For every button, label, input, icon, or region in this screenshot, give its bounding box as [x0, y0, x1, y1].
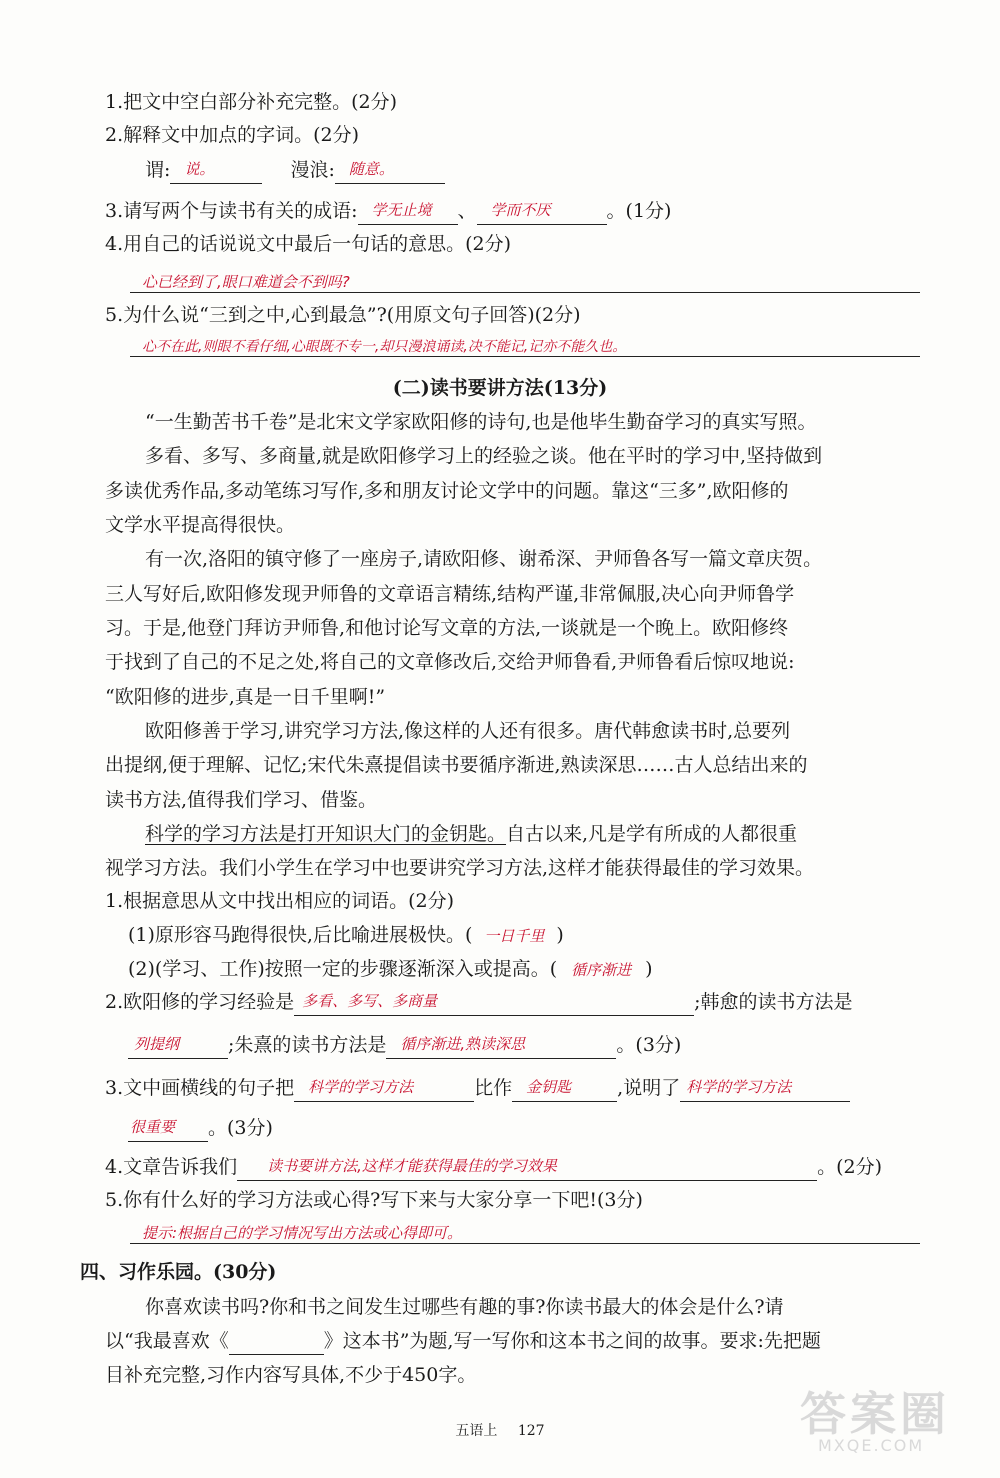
q2-answer-wei: 说。 [184, 160, 215, 178]
s2-p4-line-1: 欧阳修善于学习,讲究学习方法,像这样的人还有很多。唐代韩愈读书时,总要列 [145, 720, 791, 742]
s2-q4-answer: 读书要讲方法,这样才能获得最佳的学习效果 [267, 1157, 557, 1175]
q3-separator: 、 [457, 200, 477, 222]
s2-question-4 [105, 1153, 882, 1181]
q2-label-manlang: 漫浪: [290, 159, 335, 181]
s2-question-5-answer-line [130, 1215, 920, 1244]
s2-p5-line-2: 视学习方法。我们小学生在学习中也要讲究学习方法,这样才能获得最佳的学习效果。 [105, 857, 815, 879]
q1-2-answer: 循序渐进 [571, 961, 632, 979]
s4-title-blank [229, 1332, 324, 1355]
q2-label-wei: 谓: [145, 159, 171, 181]
s4-line-2 [105, 1327, 920, 1355]
s2-p5-line-1 [145, 820, 797, 848]
s2-question-3-line-1 [105, 1074, 920, 1102]
q5-answer: 心不在此,则眼不看仔细,心眼既不专一,却只漫浪诵读,决不能记,记亦不能久也。 [142, 339, 627, 355]
s1-question-4-answer-line [130, 262, 920, 293]
s2-q3-prompt: 3.文中画横线的句子把 [105, 1077, 295, 1099]
s4-line2-suffix: 》这本书”为题,写一写你和这本书之间的故事。要求:先把题 [323, 1330, 821, 1352]
footer-grade: 五语上 [455, 1423, 498, 1439]
s2-question-3-line-2 [128, 1114, 273, 1142]
q4-answer: 心已经到了,眼口难道会不到吗? [142, 273, 350, 291]
s2-q3-blank-1 [294, 1077, 474, 1102]
watermark-logo [790, 1378, 960, 1468]
s2-q2-mid: ;韩愈的读书方法是 [694, 991, 853, 1013]
s2-q2-blank-1 [294, 991, 694, 1016]
s2-q3-mid: 比作 [474, 1077, 513, 1099]
s2-p4-line-2: 出提纲,便于理解、记忆;宋代朱熹提倡读书要循序渐进,熟读深思……古人总结出来的 [105, 754, 808, 776]
q1-2-close: ) [645, 958, 653, 980]
s2-p3-line-4: 于找到了自己的不足之处,将自己的文章修改后,交给尹师鲁看,尹师鲁看后惊叹地说: [105, 651, 795, 673]
q3-prompt: 3.请写两个与读书有关的成语: [105, 200, 358, 222]
s2-q2-answer-3: 循序渐进,熟读深思 [400, 1035, 526, 1053]
s4-line-3: 目补充完整,习作内容写具体,不少于450字。 [105, 1364, 477, 1386]
s2-p4-line-3: 读书方法,值得我们学习、借鉴。 [105, 789, 378, 811]
s2-q3-answer-3a: 科学的学习方法 [686, 1078, 792, 1096]
q3-blank-1 [358, 200, 458, 225]
s2-question-1-2 [128, 955, 653, 984]
q2-answer-manlang: 随意。 [348, 160, 394, 178]
s1-question-4: 4.用自己的话说说文中最后一句话的意思。(2分) [105, 233, 512, 255]
q3-answer-1: 学无止境 [371, 201, 432, 219]
s2-question-1-1 [128, 921, 564, 950]
s2-q2-score: 。(3分) [616, 1034, 682, 1056]
s2-p2-line-1: 多看、多写、多商量,就是欧阳修学习上的经验之谈。他在平时的学习中,坚持做到 [145, 445, 823, 467]
s1-question-1: 1.把文中空白部分补充完整。(2分) [105, 91, 398, 113]
s2-q3-answer-2: 金钥匙 [526, 1078, 572, 1096]
q1-1-prompt: (1)原形容马跑得很快,后比喻进展极快。( [128, 924, 473, 946]
s2-q2-blank-3 [386, 1034, 616, 1059]
s2-q2-answer-1: 多看、多写、多商量 [302, 992, 438, 1010]
s4-line2-prefix: 以“我最喜欢《 [105, 1330, 229, 1352]
q2-blank-wei [170, 159, 262, 184]
watermark-text-top: 答案圈 [800, 1387, 950, 1441]
s2-q3-blank-2 [512, 1077, 617, 1102]
s2-question-1: 1.根据意思从文中找出相应的词语。(2分) [105, 890, 455, 912]
s2-q3-blank-3a [680, 1077, 850, 1102]
s1-question-3 [105, 197, 671, 225]
s2-q3-score: 。(3分) [208, 1117, 273, 1139]
q3-answer-2: 学而不厌 [490, 201, 551, 219]
q1-2-prompt: (2)(学习、工作)按照一定的步骤逐渐深入或提高。( [128, 958, 558, 980]
q2-blank-manlang [335, 159, 445, 184]
s2-q2-blank-2 [128, 1034, 228, 1059]
s2-q3-blank-3b [128, 1117, 208, 1142]
s2-p5-rest: 自古以来,凡是学有所成的人都很重 [506, 823, 798, 845]
s2-q2-answer-2: 列提纲 [134, 1035, 180, 1053]
s2-p3-line-3: 习。于是,他登门拜访尹师鲁,和他讨论写文章的方法,一谈就是一个晚上。欧阳修终 [105, 617, 789, 639]
page-number: 127 [517, 1423, 545, 1439]
s1-question-5: 5.为什么说“三到之中,心到最急”?(用原文句子回答)(2分) [105, 304, 581, 326]
s2-question-2-line-1 [105, 988, 920, 1016]
q3-score: 。(1分) [606, 200, 672, 222]
s2-q5-answer: 提示:根据自己的学习情况写出方法或心得即可。 [142, 1224, 463, 1242]
s4-line-1: 你喜欢读书吗?你和书之间发生过哪些有趣的事?你读书最大的体会是什么?请 [145, 1296, 784, 1318]
watermark-text-bottom: MXQE.COM [818, 1436, 925, 1455]
s2-p1-line-1: “一生勤苦书千卷”是北宋文学家欧阳修的诗句,也是他毕生勤奋学习的真实写照。 [145, 411, 817, 433]
s2-q3-mid2: ,说明了 [617, 1077, 681, 1099]
s1-question-5-answer-line [130, 328, 920, 357]
section-4-title: 四、习作乐园。(30分) [80, 1261, 277, 1283]
section-2-title: (二)读书要讲方法(13分) [392, 377, 608, 399]
s2-q3-answer-1: 科学的学习方法 [308, 1078, 414, 1096]
s2-q4-prompt: 4.文章告诉我们 [105, 1156, 238, 1178]
s2-q2-mid2: ;朱熹的读书方法是 [228, 1034, 387, 1056]
s2-q4-score: 。(2分) [817, 1156, 883, 1178]
s2-q3-answer-3b: 很重要 [130, 1118, 176, 1136]
q1-1-close: ) [556, 924, 564, 946]
s2-q4-blank [237, 1156, 817, 1181]
s2-p3-line-1: 有一次,洛阳的镇守修了一座房子,请欧阳修、谢希深、尹师鲁各写一篇文章庆贺。 [145, 548, 823, 570]
q1-1-answer: 一日千里 [484, 927, 545, 945]
s2-p2-line-2: 多读优秀作品,多动笔练习写作,多和朋友讨论文学中的问题。靠这“三多”,欧阳修的 [105, 480, 789, 502]
s2-question-5: 5.你有什么好的学习方法或心得?写下来与大家分享一下吧!(3分) [105, 1189, 643, 1211]
underlined-sentence: 科学的学习方法是打开知识大门的金钥匙。 [145, 823, 507, 845]
s2-p3-line-5: “欧阳修的进步,真是一日千里啊!” [105, 686, 386, 708]
s2-p2-line-3: 文学水平提高得很快。 [105, 514, 296, 536]
s2-question-2-line-2 [128, 1031, 681, 1059]
s1-question-2: 2.解释文中加点的字词。(2分) [105, 124, 360, 146]
q3-blank-2 [477, 200, 607, 225]
s2-p3-line-2: 三人写好后,欧阳修发现尹师鲁的文章语言精练,结构严谨,非常佩服,决心向尹师鲁学 [105, 583, 795, 605]
s2-q2-prompt: 2.欧阳修的学习经验是 [105, 991, 295, 1013]
s1-question-2-answers [145, 156, 445, 184]
